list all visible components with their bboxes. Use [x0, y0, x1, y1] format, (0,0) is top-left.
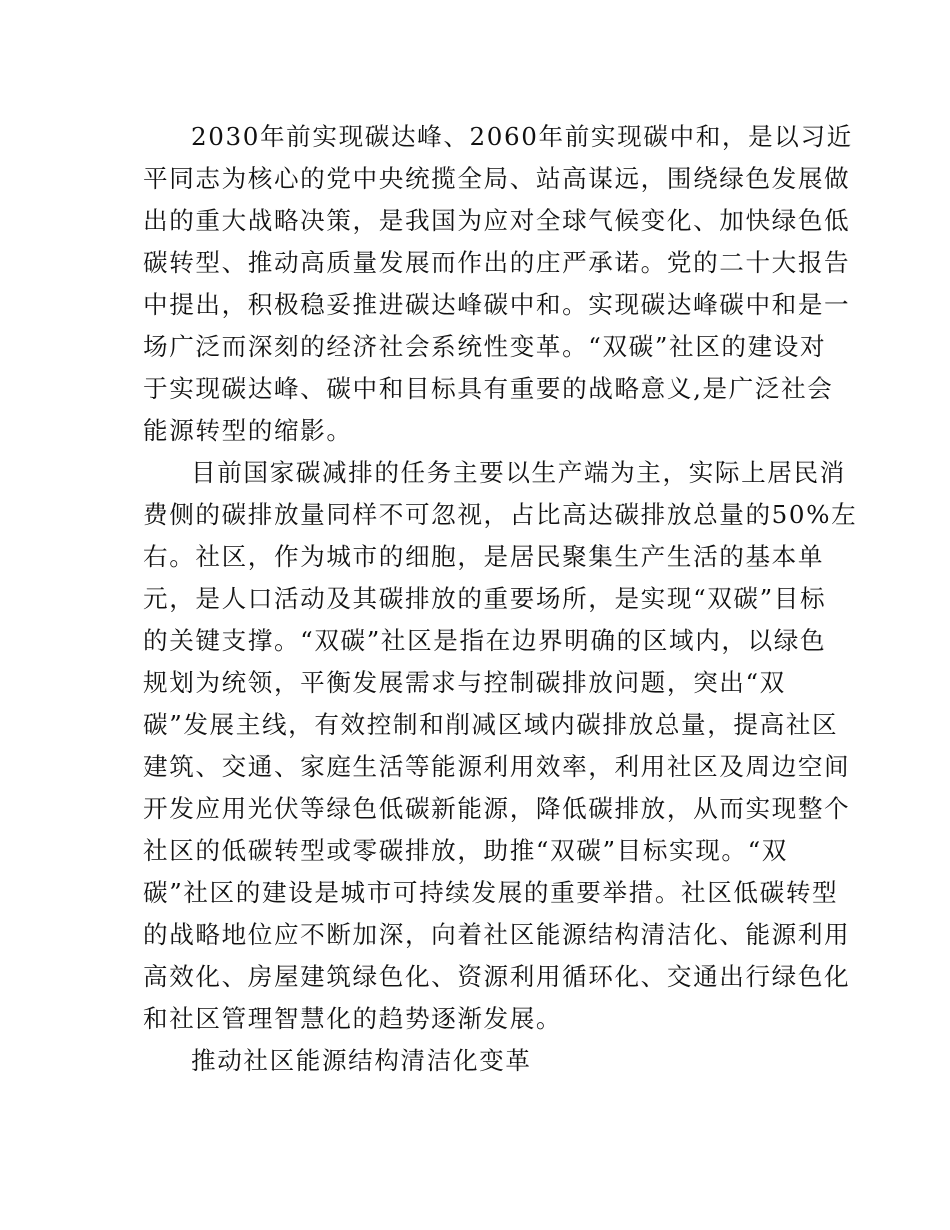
text-line: 于实现碳达峰、碳中和目标具有重要的战略意义,是广泛社会	[143, 374, 834, 403]
text-line: 社区的低碳转型或零碳排放，助推“双碳”目标实现。“双	[143, 836, 788, 865]
text-line: 的关键支撑。“双碳”社区是指在边界明确的区域内，以绿色	[143, 626, 827, 655]
section-heading: 推动社区能源结构清洁化变革	[191, 1046, 532, 1075]
text-line: 建筑、交通、家庭生活等能源利用效率，利用社区及周边空间	[143, 752, 851, 781]
text-line: 和社区管理智慧化的趋势逐渐发展。	[143, 1004, 563, 1033]
text-line: 能源转型的缩影。	[143, 416, 353, 445]
text-line: 目前国家碳减排的任务主要以生产端为主，实际上居民消	[191, 458, 846, 487]
text-line: 碳转型、推动高质量发展而作出的庄严承诺。党的二十大报告	[143, 248, 851, 277]
body-text	[143, 116, 858, 1082]
text-line: 平同志为核心的党中央统揽全局、站高谋远，围绕绿色发展做	[143, 164, 851, 193]
paragraph-1	[143, 116, 853, 452]
text-line: 高效化、房屋建筑绿色化、资源利用循环化、交通出行绿色化	[143, 962, 851, 991]
text-line: 开发应用光伏等绿色低碳新能源，降低碳排放，从而实现整个	[143, 794, 851, 823]
text-line: 碳”社区的建设是城市可持续发展的重要举措。社区低碳转型	[143, 878, 839, 907]
text-line: 的战略地位应不断加深，向着社区能源结构清洁化、能源利用	[143, 920, 851, 949]
paragraph-3	[143, 1040, 811, 1082]
text-line: 中提出，积极稳妥推进碳达峰碳中和。实现碳达峰碳中和是一	[143, 290, 851, 319]
text-line: 规划为统领，平衡发展需求与控制碳排放问题，突出“双	[143, 668, 786, 697]
text-line: 出的重大战略决策，是我国为应对全球气候变化、加快绿色低	[143, 206, 851, 235]
text-line: 右。社区，作为城市的细胞，是居民聚集生产生活的基本单	[143, 542, 825, 571]
text-line: 元，是人口活动及其碳排放的重要场所，是实现“双碳”目标	[143, 584, 827, 613]
text-line: 场广泛而深刻的经济社会系统性变革。“双碳”社区的建设对	[143, 332, 827, 361]
text-line: 碳”发展主线，有效控制和削减区域内碳排放总量，提高社区	[143, 710, 839, 739]
paragraph-2	[143, 452, 858, 1040]
text-line: 2030年前实现碳达峰、2060年前实现碳中和，是以习近	[191, 122, 853, 151]
text-line: 费侧的碳排放量同样不可忽视，占比高达碳排放总量的50%左	[143, 500, 858, 529]
